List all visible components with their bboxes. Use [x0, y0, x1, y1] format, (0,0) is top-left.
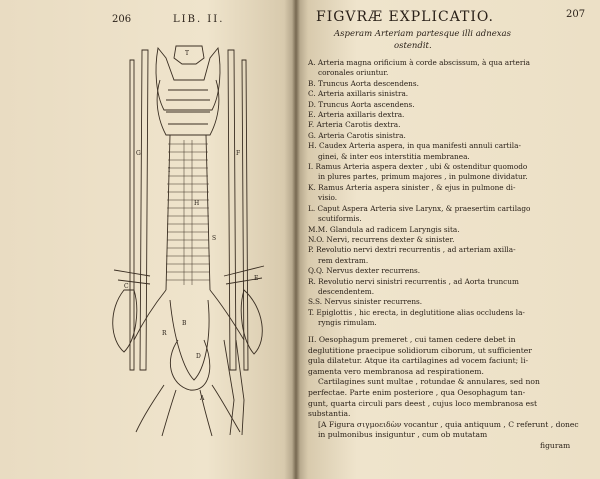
legend-line: M.M. Glandula ad radicem Laryngis sita.: [308, 224, 460, 234]
plate-letter-s: S: [212, 235, 217, 242]
plate-letter-d: D: [196, 353, 201, 360]
legend-line: rem dextram.: [318, 255, 369, 265]
legend-line: K. Ramus Arteria aspera sinister , & ejus in pulmone di-: [308, 182, 516, 192]
body-text: [308, 335, 588, 452]
anatomical-plate: [104, 40, 274, 440]
legend-line: D. Truncus Aorta ascendens.: [308, 99, 415, 109]
legend-line: G. Arteria Carotis sinistra.: [308, 130, 406, 140]
plate-letter-a: A: [200, 395, 205, 402]
body-line: deglutitione praecipue solidiorum ciborum, ut sufficienter: [308, 345, 532, 355]
legend-line: visio.: [318, 193, 338, 203]
legend: [308, 58, 530, 329]
legend-line: descendentem.: [318, 286, 375, 296]
plate-letter-h: H: [194, 200, 200, 207]
left-page: [0, 0, 296, 479]
legend-line: scutiformis.: [318, 214, 362, 224]
body-line: perfectae. Parte enim posteriore , qua Oesophagum tan-: [308, 387, 526, 397]
body-line: [A Figura σιγμοειδὼν vocantur , quia antiquum , C referunt , donec in pulmonibus insiguntur , cum ob mutatam: [318, 419, 579, 440]
plate-letter-r: R: [162, 330, 167, 337]
legend-line: R. Revolutio nervi sinistri recurrentis , ad Aorta truncum: [308, 276, 519, 286]
plate-letter-e: E: [254, 275, 259, 282]
legend-line: B. Truncus Aorta descendens.: [308, 78, 419, 88]
running-head: LIB. II.: [173, 14, 225, 25]
body-line: II. Oesophagum premeret , cui tamen cedere debet in: [308, 335, 516, 344]
body-line: Cartilagines sunt multae , rotundae & annulares, sed non: [318, 377, 540, 387]
left-page-number: 206: [112, 14, 132, 25]
plate-letter-f: F: [236, 150, 241, 157]
body-line: substantia.: [308, 409, 351, 419]
legend-line: in plures partes, primum majores , in pulmone dividatur.: [318, 172, 528, 182]
subtitle-line-1: Asperam Arteriam partesque illi adnexas: [334, 29, 511, 39]
legend-line: T. Epiglottis , hic erecta, in deglutitione alias occludens la-: [308, 307, 525, 317]
body-line: gunt, quarta circuli pars deest , cujus loco membranosa est: [308, 398, 538, 408]
legend-line: A. Arteria magna orificium à corde abscissum, à qua arteria: [308, 58, 531, 67]
legend-line: S.S. Nervus sinister recurrens.: [308, 297, 423, 307]
plate-letter-g: G: [136, 150, 141, 157]
plate-letter-c: C: [124, 283, 129, 290]
body-line: gamenta vero membranosa ad respirationem.: [308, 366, 484, 376]
right-page-number: 207: [566, 9, 586, 20]
legend-line: ginei, & inter eos interstitia membranea.: [318, 151, 470, 161]
plate-letter-b: B: [182, 320, 187, 327]
right-page: [296, 0, 600, 479]
figure-title: FIGVRÆ EXPLICATIO.: [316, 9, 495, 25]
body-line: figuram: [540, 440, 571, 450]
legend-line: I. Ramus Arteria aspera dexter , ubi & ostenditur quomodo: [308, 162, 528, 172]
plate-letter-t: T: [185, 50, 190, 57]
legend-line: coronales oriuntur.: [318, 68, 389, 78]
subtitle-line-2: ostendit.: [394, 41, 432, 51]
body-line: gula dilatetur. Atque ita cartilagines ad vocem faciunt; li-: [308, 356, 529, 366]
legend-line: Q.Q. Nervus dexter recurrens.: [308, 266, 421, 276]
legend-line: C. Arteria axillaris sinistra.: [308, 89, 409, 99]
legend-line: F. Arteria Carotis dextra.: [308, 120, 401, 130]
book-gutter: [292, 0, 300, 479]
legend-line: E. Arteria axillaris dextra.: [308, 110, 405, 120]
legend-line: ryngis rimulam.: [318, 318, 377, 328]
legend-line: N.O. Nervi, recurrens dexter & sinister.: [308, 234, 455, 244]
legend-line: L. Caput Aspera Arteria sive Larynx, & praesertim cartilago: [308, 203, 531, 213]
legend-line: H. Caudex Arteria aspera, in qua manifesti annuli cartila-: [308, 141, 521, 151]
plate-letter-i: I: [168, 167, 171, 174]
legend-line: P. Revolutio nervi dextri recurrentis , ad arteriam axilla-: [308, 245, 516, 255]
